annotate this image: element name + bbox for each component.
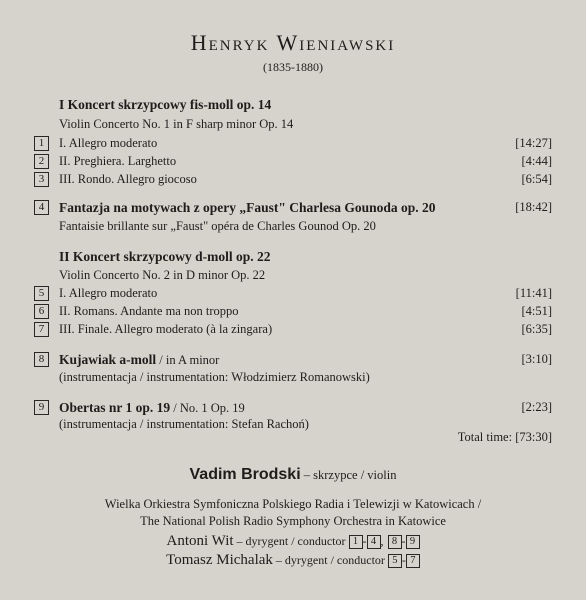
track-title: II. Preghiera. Larghetto (59, 154, 177, 168)
range-separator: - (401, 553, 406, 567)
conductor-role: – dyrygent / conductor (272, 553, 388, 567)
work-title: II Koncert skrzypcowy d-moll op. 22 (59, 249, 271, 264)
total-time: Total time: [73:30] (457, 430, 552, 444)
soloist-role: – skrzypce / violin (300, 468, 397, 482)
track-time: [6:54] (521, 172, 552, 186)
track-ref: 9 (406, 535, 420, 549)
track-title (59, 400, 245, 416)
conductor-name: Tomasz Michalak (166, 552, 273, 568)
conductor-name: Antoni Wit (166, 533, 234, 549)
track-time: [18:42] (515, 200, 552, 214)
soloist-name: Vadim Brodski (189, 466, 301, 483)
work-subtitle: (instrumentacja / instrumentation: Włodzimierz Romanowski) (59, 370, 370, 384)
track-ref: 7 (406, 554, 420, 568)
track-number: 2 (34, 154, 49, 169)
track-title: I. Allegro moderato (59, 136, 158, 150)
track-row (34, 286, 552, 302)
track-ref: 5 (388, 554, 402, 568)
work-subtitle: Violin Concerto No. 2 in D minor Op. 22 (59, 268, 266, 282)
composer-dates: (1835-1880) (263, 60, 323, 74)
track-title (59, 352, 219, 368)
track-ref: 8 (388, 535, 402, 549)
track-time: [11:41] (515, 286, 552, 300)
track-row (34, 200, 552, 216)
range-separator: - (362, 534, 367, 548)
conductor-role: – dyrygent / conductor (233, 534, 349, 548)
track-time: [2:23] (521, 400, 552, 414)
track-ref: 1 (349, 535, 363, 549)
work-subtitle: Violin Concerto No. 1 in F sharp minor Op. 14 (59, 117, 294, 131)
track-title: I. Allegro moderato (59, 286, 158, 300)
track-title-main: Kujawiak a-moll (59, 352, 157, 367)
track-row (34, 172, 552, 188)
track-number: 5 (34, 286, 49, 301)
track-time: [4:44] (521, 154, 552, 168)
track-time: [4:51] (521, 304, 552, 318)
track-title-sub: / in A minor (156, 353, 220, 367)
track-title: Fantazja na motywach z opery „Faust" Charlesa Gounoda op. 20 (59, 200, 436, 215)
orchestra-polish: Wielka Orkiestra Symfoniczna Polskiego Radia i Telewizji w Katowicach / (104, 497, 482, 511)
track-time: [14:27] (515, 136, 552, 150)
track-time: [6:35] (521, 322, 552, 336)
track-row (34, 322, 552, 338)
work-subtitle: (instrumentacja / instrumentation: Stefan Rachoń) (59, 417, 309, 431)
track-number: 3 (34, 172, 49, 187)
track-number: 9 (34, 400, 49, 415)
conductor-line (0, 532, 586, 550)
orchestra-english: The National Polish Radio Symphony Orchestra in Katowice (140, 514, 446, 528)
track-row (34, 400, 552, 416)
work-title: I Koncert skrzypcowy fis-moll op. 14 (59, 97, 272, 112)
track-number: 4 (34, 200, 49, 215)
range-separator: - (401, 534, 406, 548)
track-title: III. Rondo. Allegro giocoso (59, 172, 197, 186)
track-number: 7 (34, 322, 49, 337)
soloist-line (0, 466, 586, 484)
track-number: 1 (34, 136, 49, 151)
track-row (34, 304, 552, 320)
track-title: III. Finale. Allegro moderato (à la zingara) (59, 322, 273, 336)
track-number: 6 (34, 304, 49, 319)
composer-name: Henryk Wieniawski (190, 30, 396, 55)
track-title-main: Obertas nr 1 op. 19 (59, 400, 171, 415)
track-row (34, 136, 552, 152)
list-separator: , (380, 534, 384, 548)
track-title-sub: / No. 1 Op. 19 (170, 401, 245, 415)
track-number: 8 (34, 352, 49, 367)
track-time: [3:10] (521, 352, 552, 366)
track-title: II. Romans. Andante ma non troppo (59, 304, 239, 318)
track-row (34, 352, 552, 368)
track-row (34, 154, 552, 170)
work-subtitle: Fantaisie brillante sur „Faust" opéra de Charles Gounod Op. 20 (59, 219, 376, 233)
track-ref: 4 (367, 535, 381, 549)
conductor-line (0, 551, 586, 569)
